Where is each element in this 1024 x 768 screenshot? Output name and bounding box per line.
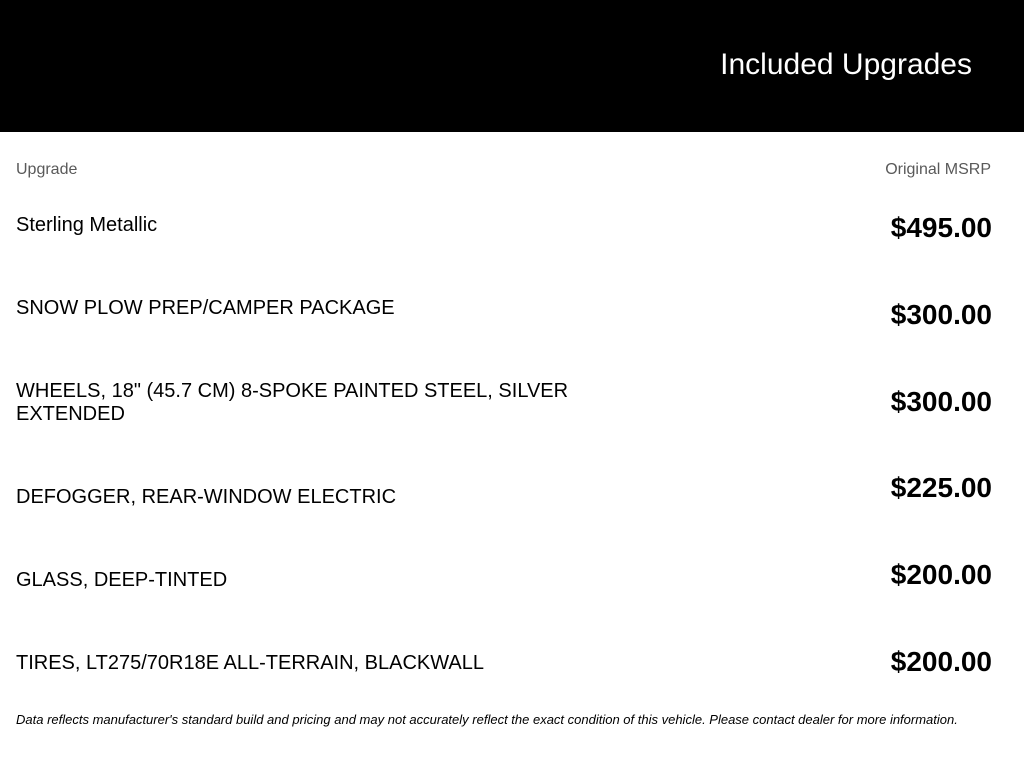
upgrade-price: $300.00 [890, 386, 992, 417]
upgrade-name: TIRES, LT275/70R18E ALL-TERRAIN, BLACKWALL [16, 652, 484, 674]
upgrade-price: $300.00 [890, 299, 992, 330]
page-title: Included Upgrades [720, 48, 972, 81]
page-header [0, 0, 1024, 132]
upgrade-price: $200.00 [890, 559, 992, 590]
upgrade-price: $495.00 [890, 212, 992, 243]
upgrade-price: $225.00 [890, 472, 992, 503]
column-header-upgrade: Upgrade [16, 161, 78, 178]
upgrade-name: GLASS, DEEP-TINTED [16, 569, 228, 591]
disclaimer-note: Data reflects manufacturer's standard build and pricing and may not accurately reflect the exact condition of this vehicle. Please contact dealer for more information. [16, 712, 958, 727]
upgrade-price: $200.00 [890, 646, 992, 677]
upgrade-name: DEFOGGER, REAR-WINDOW ELECTRIC [16, 486, 397, 508]
column-header-msrp: Original MSRP [885, 161, 991, 178]
upgrade-name: WHEELS, 18" (45.7 CM) 8-SPOKE PAINTED STEEL, SILVER EXTENDED [16, 380, 569, 425]
upgrade-name: Sterling Metallic [16, 214, 158, 236]
upgrade-name: SNOW PLOW PREP/CAMPER PACKAGE [16, 297, 395, 319]
